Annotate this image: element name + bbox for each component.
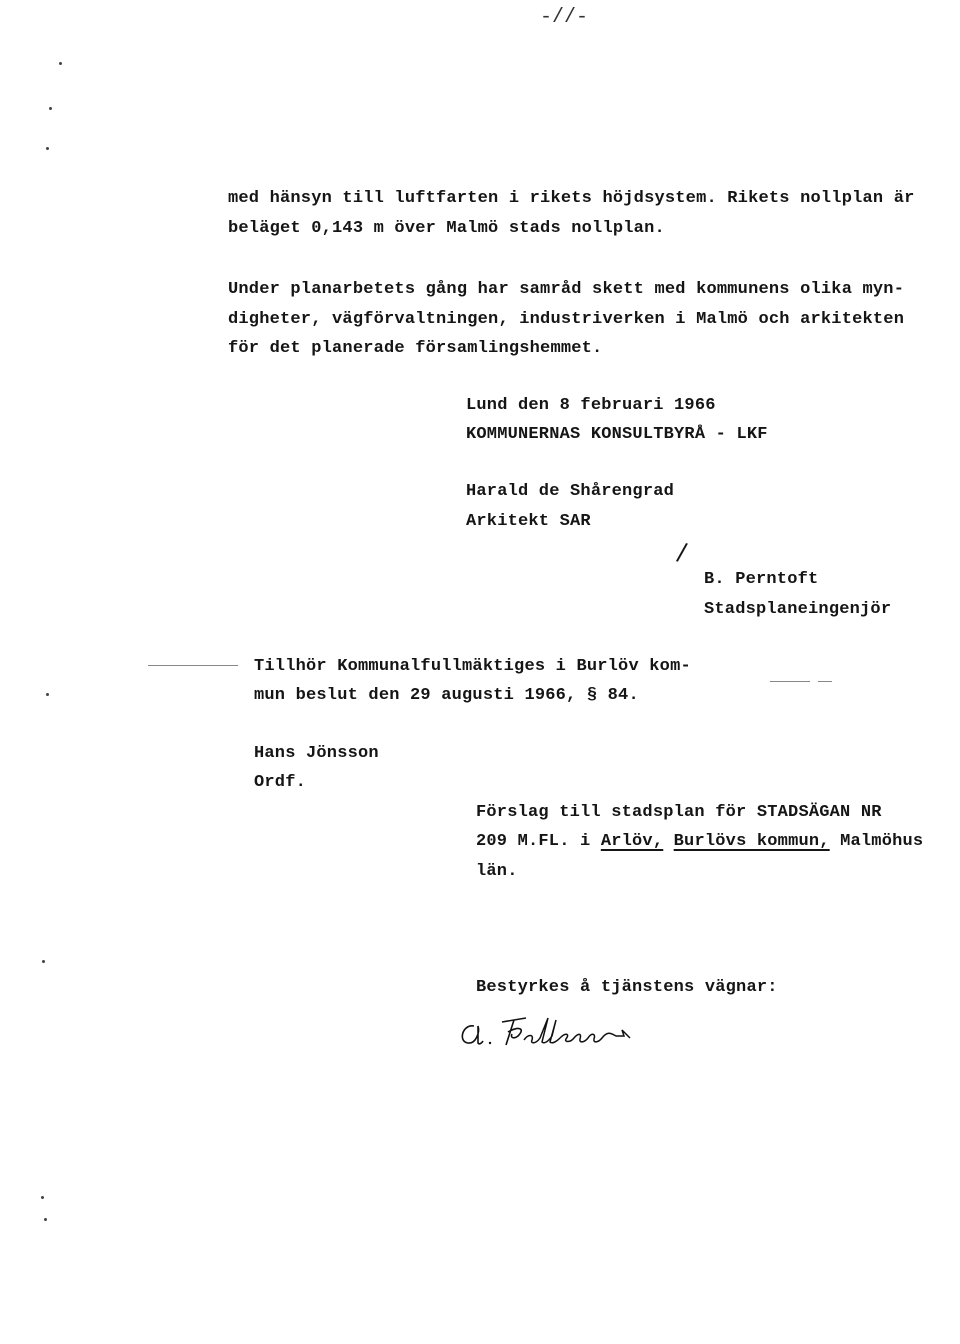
certification-text: Bestyrkes å tjänstens vägnar: [476, 978, 778, 997]
paragraph2-line2: digheter, vägförvaltningen, industriverken i Malmö och arkitekten [228, 310, 905, 329]
scan-speck [46, 693, 49, 696]
margin-dash-right [770, 681, 810, 682]
architect-name: Harald de Shårengrad [466, 482, 675, 501]
decision-line1: Tillhör Kommunalfullmäktiges i Burlöv kom- [254, 657, 691, 676]
chairman-title: Ordf. [254, 773, 307, 792]
scan-speck [59, 62, 62, 65]
place-date: Lund den 8 februari 1966 [466, 396, 716, 415]
engineer-title: Stadsplaneingenjör [704, 600, 892, 619]
firm-name: KOMMUNERNAS KONSULTBYRÅ - LKF [466, 425, 768, 444]
proposal-place-arlov: Arlöv, [600, 832, 664, 851]
paragraph2-line1: Under planarbetets gång har samråd skett med kommunens olika myn- [228, 280, 905, 299]
slash-mark: / [675, 537, 689, 567]
margin-dash-right-2 [818, 681, 832, 682]
scan-speck [41, 1196, 44, 1199]
page-header-mark: -//- [540, 6, 589, 29]
proposal-line3: län. [476, 862, 518, 881]
proposal-county: Malmöhus [829, 832, 924, 851]
scan-speck [42, 960, 45, 963]
proposal-line2-start: 209 M.FL. i [476, 832, 601, 851]
proposal-line2 [476, 832, 923, 852]
scan-speck [46, 147, 49, 150]
engineer-name: B. Perntoft [704, 570, 819, 589]
proposal-line2-space [663, 832, 673, 851]
proposal-line1: Förslag till stadsplan för STADSÄGAN NR [476, 803, 882, 822]
scan-speck [49, 107, 52, 110]
decision-line2: mun beslut den 29 augusti 1966, § 84. [254, 686, 639, 705]
proposal-municipality: Burlövs kommun, [673, 832, 830, 851]
paragraph2-line3: för det planerade församlingshemmet. [228, 339, 603, 358]
margin-dash-left [148, 665, 238, 666]
scan-speck [44, 1218, 47, 1221]
paragraph1-line2: beläget 0,143 m över Malmö stads nollplan. [228, 219, 665, 238]
architect-title: Arkitekt SAR [466, 512, 591, 531]
handwritten-signature [452, 1012, 662, 1052]
paragraph1-line1: med hänsyn till luftfarten i rikets höjdsystem. Rikets nollplan är [228, 189, 915, 208]
chairman-name: Hans Jönsson [254, 744, 379, 763]
